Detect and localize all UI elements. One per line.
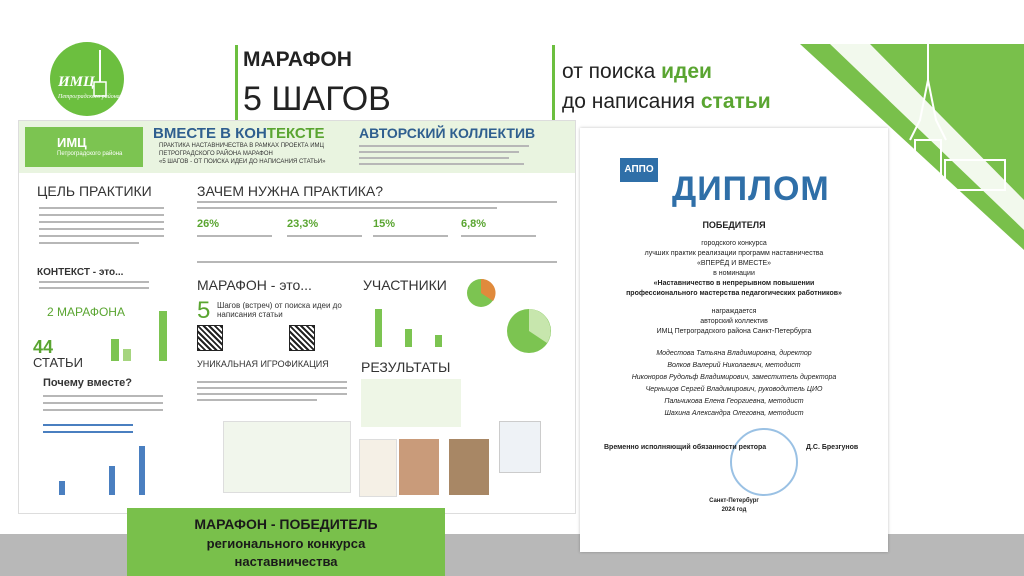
context-text [39,281,149,283]
diploma-logo: АППО [620,158,658,182]
winner-line2: регионального конкурса [206,536,366,551]
bar [59,481,65,495]
stamp-icon [730,428,798,496]
winner-line1: МАРАФОН - ПОБЕДИТЕЛЬ [194,516,378,532]
authors-text [359,157,509,159]
diploma-member: Модестова Татьяна Владимировна, директор [656,350,812,357]
together-blue-text [43,431,133,433]
together-blue-text [43,424,133,426]
stat-text [461,235,536,237]
bar [139,446,145,495]
context-title: КОНТЕКСТ - это... [37,267,124,278]
game-text [197,387,347,389]
page-title: МАРАФОН [243,48,352,71]
certificate-thumb [359,439,397,497]
diploma-contest3: «ВПЕРЁД И ВМЕСТЕ» [696,260,772,267]
stat-text [197,235,272,237]
diploma-member: Шахина Александра Олеговна, методист [664,410,804,417]
poster-desc1: ПРАКТИКА НАСТАВНИЧЕСТВА В РАМКАХ ПРОЕКТА ИМЦ [159,143,324,149]
photo [449,439,489,495]
bar [123,349,131,361]
bar [375,309,382,347]
poster-desc3: «5 ШАГОВ - ОТ ПОИСКА ИДЕИ ДО НАПИСАНИЯ СТАТЬИ» [159,159,326,165]
together-text [43,402,163,404]
diploma-city: Санкт-Петербург [709,498,759,504]
logo-subtitle: Петроградского района [58,94,120,100]
poster-logo-sub: Петроградского района [57,151,123,157]
stat-2: 23,3% [287,218,319,230]
subtitle-highlight1: идеи [661,60,712,83]
game-text [197,399,317,401]
participants-title: УЧАСТНИКИ [363,277,447,293]
goal-text [39,221,164,223]
goal-text [39,228,164,230]
diploma-signer: Д.С. Брезгунов [806,444,859,451]
stat-text [373,235,448,237]
poster-title-b: ТЕКСТЕ [266,125,325,142]
diploma [580,128,888,552]
stat-1: 26% [197,218,220,230]
poster-title-a: ВМЕСТЕ В КОН [153,125,267,142]
diploma-contest1: городского конкурса [701,240,767,247]
subtitle-prefix2: до написания [562,90,701,113]
logo-abbr: ИМЦ [58,74,95,90]
subtitle-line2 [562,90,771,114]
diploma-rector: Временно исполняющий обязанности ректора [604,444,767,451]
diploma-contest2: лучших практик реализации программ наставничества [644,250,824,257]
diploma-nomination: в номинации [713,270,755,277]
diploma-member: Никоноров Рудольф Владимирович, заместитель директора [631,374,837,381]
photo [399,439,439,495]
bar [159,311,167,361]
subtitle-prefix1: от поиска [562,60,662,83]
title-divider-left [235,45,238,120]
subtitle-line1 [562,60,712,84]
context-text [39,287,149,289]
diploma-member: Волков Валерий Николаевич, методист [667,362,801,369]
authors-text [359,163,524,165]
marathon-is-title: МАРАФОН - это... [197,277,312,293]
goal-title: ЦЕЛЬ ПРАКТИКИ [37,183,152,199]
magazine-thumb [499,421,541,473]
articles-label: СТАТЬИ [33,355,83,370]
bar [109,466,115,495]
stat-4: 6,8% [461,218,487,230]
results-title: РЕЗУЛЬТАТЫ [361,359,451,375]
qr-code [289,325,315,351]
together-text [43,395,163,397]
stat-3: 15% [373,218,396,230]
why-together: Почему вместе? [43,377,132,389]
page-title-steps: 5 ШАГОВ [243,80,391,118]
bar [435,335,442,347]
why-title: ЗАЧЕМ НУЖНА ПРАКТИКА? [197,183,384,199]
bar [405,329,412,347]
game-table [223,421,351,493]
poster-logo [25,127,143,167]
steps-num: 5 [197,297,211,324]
diploma-awarded: награждается [711,308,757,315]
poster-desc2: ПЕТРОГРАДСКОГО РАЙОНА МАРАФОН [159,151,273,157]
authors-text [359,145,529,147]
why-text [197,261,557,263]
marathons-count: 2 МАРАФОНА [47,305,125,319]
goal-text [39,235,164,237]
diploma-member: Черныцов Сергей Владимирович, руководитель ЦИО [645,386,823,393]
why-text [197,201,557,203]
stat-text [287,235,362,237]
poster-title [153,125,325,142]
game-text [197,381,347,383]
game-text [197,393,347,395]
diploma-team2: ИМЦ Петроградского района Санкт-Петербурга [656,328,812,335]
results-box [361,379,461,427]
diploma-member: Пальчикова Елена Георгиевна, методист [664,398,804,405]
diploma-title: ДИПЛОМ [672,170,830,208]
poster [18,120,576,514]
why-text [197,207,497,209]
steps-text: Шагов (встреч) от поиска идеи до написания статьи [217,301,342,319]
goal-text [39,242,139,244]
poster-logo-abbr: ИМЦ [57,135,87,150]
bar [111,339,119,361]
title-divider-right [552,45,555,120]
authors-text [359,151,519,153]
poster-authors-title: АВТОРСКИЙ КОЛЛЕКТИВ [359,125,536,141]
diploma-year: 2024 год [721,507,747,513]
diploma-team1: авторский коллектив [700,318,768,325]
diploma-winner: ПОБЕДИТЕЛЯ [702,220,766,230]
game-title: УНИКАЛЬНАЯ ИГРОФИКАЦИЯ [197,359,329,369]
together-text [43,409,163,411]
diploma-nom1: «Наставничество в непрерывном повышении [653,280,815,287]
pie-charts [459,271,569,371]
goal-text [39,207,164,209]
winner-line3: наставничества [234,554,338,569]
winner-banner [127,508,445,576]
goal-text [39,214,164,216]
subtitle-highlight2: статьи [700,90,771,113]
imc-logo [50,42,124,116]
qr-code [197,325,223,351]
diploma-nom2: профессионального мастерства педагогических работников» [626,290,842,297]
articles-count: 44 [33,337,54,357]
